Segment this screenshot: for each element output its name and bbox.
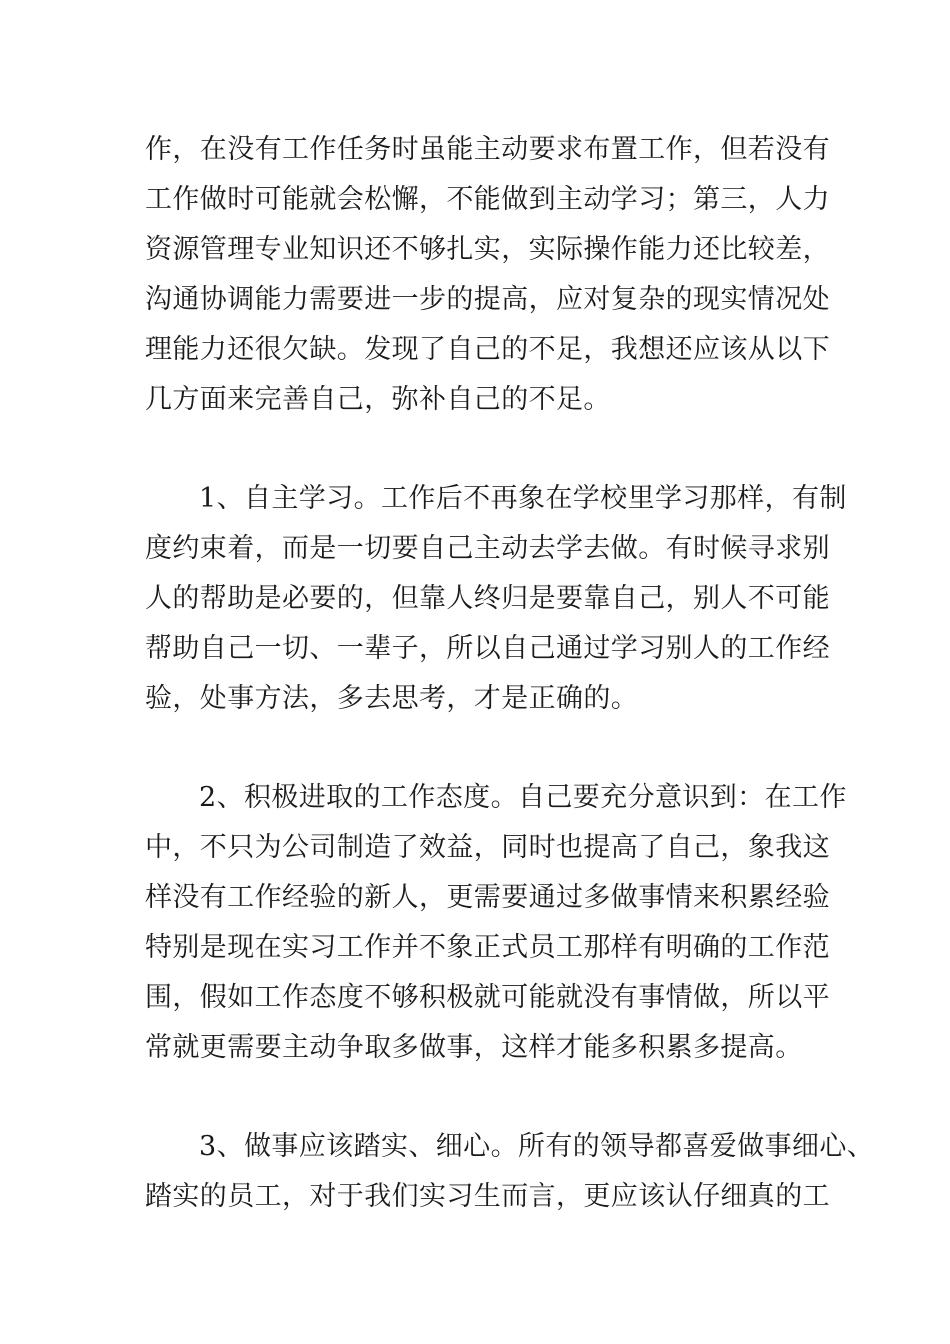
paragraph-3-line-1: 2、积极进取的工作态度。自己要充分意识到：在工作 (199, 782, 847, 813)
paragraph-1-line-4: 沟通协调能力需要进一步的提高，应对复杂的现实情况处 (145, 284, 830, 315)
paragraph-4-line-1: 3、做事应该踏实、细心。所有的领导都喜爱做事细心、 (199, 1131, 875, 1162)
paragraph-1-line-2: 工作做时可能就会松懈，不能做到主动学习；第三，人力 (145, 184, 830, 215)
paragraph-3-line-4: 特别是现在实习工作并不象正式员工那样有明确的工作范 (145, 932, 830, 963)
paragraph-1-line-1: 作，在没有工作任务时虽能主动要求布置工作，但若没有 (145, 134, 830, 165)
paragraph-3-line-3: 样没有工作经验的新人，更需要通过多做事情来积累经验 (145, 882, 830, 913)
paragraph-3-line-5: 围，假如工作态度不够积极就可能就没有事情做，所以平 (145, 982, 830, 1013)
paragraph-2-line-2: 度约束着，而是一切要自己主动去学去做。有时候寻求别 (145, 533, 830, 564)
paragraph-1-line-5: 理能力还很欠缺。发现了自己的不足，我想还应该从以下 (145, 334, 830, 365)
paragraph-3-line-6: 常就更需要主动争取多做事，这样才能多积累多提高。 (145, 1032, 803, 1063)
paragraph-2-line-3: 人的帮助是必要的，但靠人终归是要靠自己，别人不可能 (145, 583, 830, 614)
paragraph-3-line-2: 中，不只为公司制造了效益，同时也提高了自己，象我这 (145, 832, 830, 863)
paragraph-1-line-6: 几方面来完善自己，弥补自己的不足。 (145, 384, 611, 415)
paragraph-2-line-1: 1、自主学习。工作后不再象在学校里学习那样，有制 (199, 483, 847, 514)
paragraph-2-line-5: 验，处事方法，多去思考，才是正确的。 (145, 683, 639, 714)
paragraph-4-line-2: 踏实的员工，对于我们实习生而言，更应该认仔细真的工 (145, 1181, 830, 1212)
paragraph-2-line-4: 帮助自己一切、一辈子，所以自己通过学习别人的工作经 (145, 633, 830, 664)
paragraph-1-line-3: 资源管理专业知识还不够扎实，实际操作能力还比较差， (145, 234, 830, 265)
